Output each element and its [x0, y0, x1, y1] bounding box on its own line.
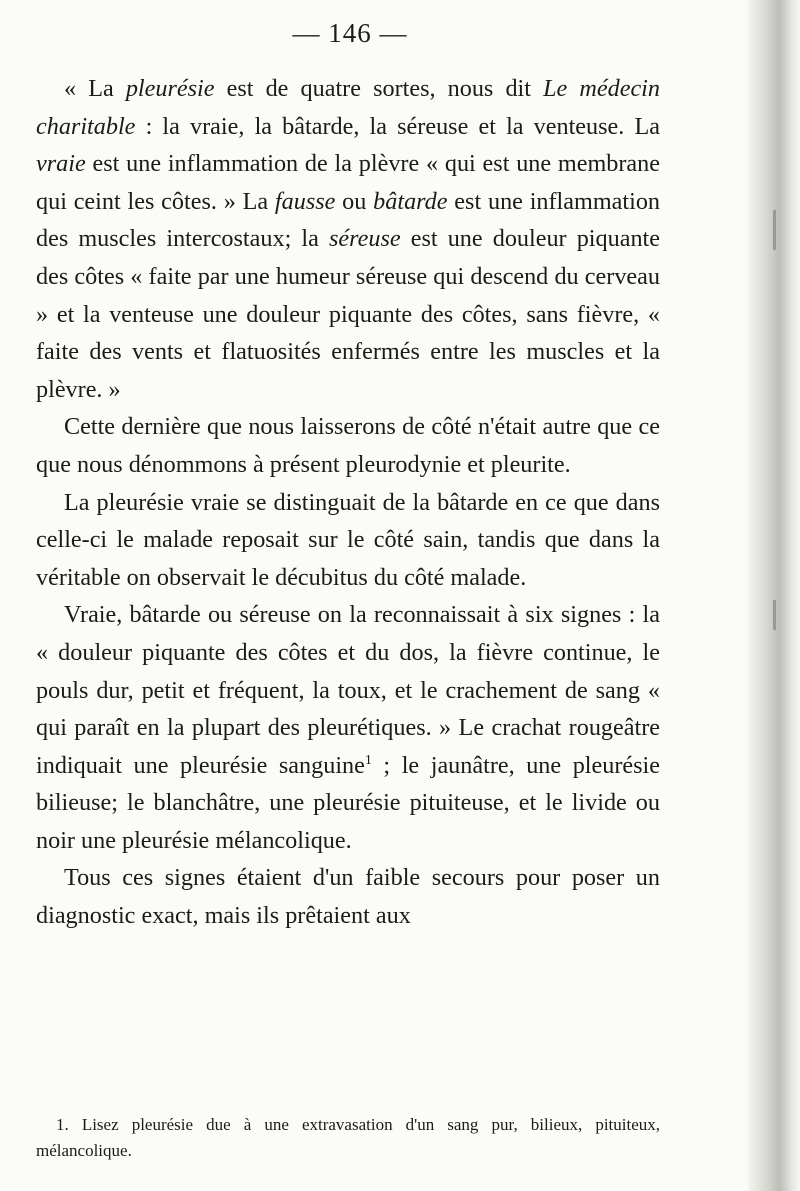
body-text: [36, 70, 660, 935]
text-run: est de quatre sortes, nous dit: [214, 75, 544, 102]
text-run: : la vraie, la bâtarde, la séreuse et la venteuse. La: [135, 112, 660, 140]
italic-term: vraie: [36, 150, 86, 178]
text-run: La pleurésie vraie se distinguait de la bâtarde en ce que dans celle-ci le malade reposait sur le côté sain, tandis que dans la véritable on observait le décubitus du côté malade.: [36, 488, 660, 591]
text-run: est une inflammation des muscles intercostaux; la: [36, 187, 661, 253]
paragraph: [36, 408, 660, 483]
italic-term: bâtarde: [373, 187, 448, 215]
text-run: Tous ces signes étaient d'un faible secours pour poser un diagnostic exact, mais ils prêtaient aux: [36, 864, 660, 930]
paragraph: [36, 484, 660, 597]
text-run: est une douleur piquante des côtes « faite par une humeur séreuse qui descend du cerveau » et la venteuse une douleur piquante des côtes, sans fièvre, « faite des vents et flatuosités enfermés entre les muscles et la plèvre. »: [36, 225, 660, 403]
italic-term: séreuse: [328, 225, 401, 253]
gutter-mark: [773, 210, 776, 250]
italic-term: fausse: [274, 187, 336, 215]
italic-term: pleurésie: [125, 75, 215, 102]
text-run: Vraie, bâtarde ou séreuse on la reconnaissait à six signes : la « douleur piquante des côtes et du dos, la fièvre continue, le pouls dur, petit et fréquent, la toux, et le crachement de sang « qui paraît en la plupart des pleurétiques. » Le crachat rougeâtre indiquait une pleurésie sanguine: [36, 601, 660, 779]
gutter-mark: [773, 600, 776, 630]
page-gutter-shadow: [748, 0, 800, 1191]
paragraph: [36, 70, 660, 408]
text-run: ; le jaunâtre, une pleurésie bilieuse; le blanchâtre, une pleurésie pituiteuse, et le livide ou noir une pleurésie mélancolique.: [36, 751, 660, 854]
paragraph: [36, 859, 660, 934]
footnote-text: Lisez pleurésie due à une extravasation d'un sang pur, bilieux, pituiteux, mélancolique.: [36, 1115, 661, 1160]
paragraph: [36, 596, 660, 859]
footnote: [36, 1112, 660, 1164]
footnote-line: [36, 1112, 660, 1164]
text-run: ou: [335, 187, 374, 215]
footnote-marker: 1.: [56, 1115, 69, 1134]
page-number: — 146 —: [292, 18, 408, 48]
text-run: est une inflammation de la plèvre « qui est une membrane qui ceint les côtes. » La: [36, 150, 660, 215]
footnote-reference: 1: [364, 752, 372, 768]
italic-term: Le médecin charitable: [36, 75, 660, 140]
text-run: « La: [64, 75, 126, 102]
text-run: Cette dernière que nous laisserons de côté n'était autre que ce que nous dénommons à présent pleurodynie et pleurite.: [36, 413, 660, 478]
